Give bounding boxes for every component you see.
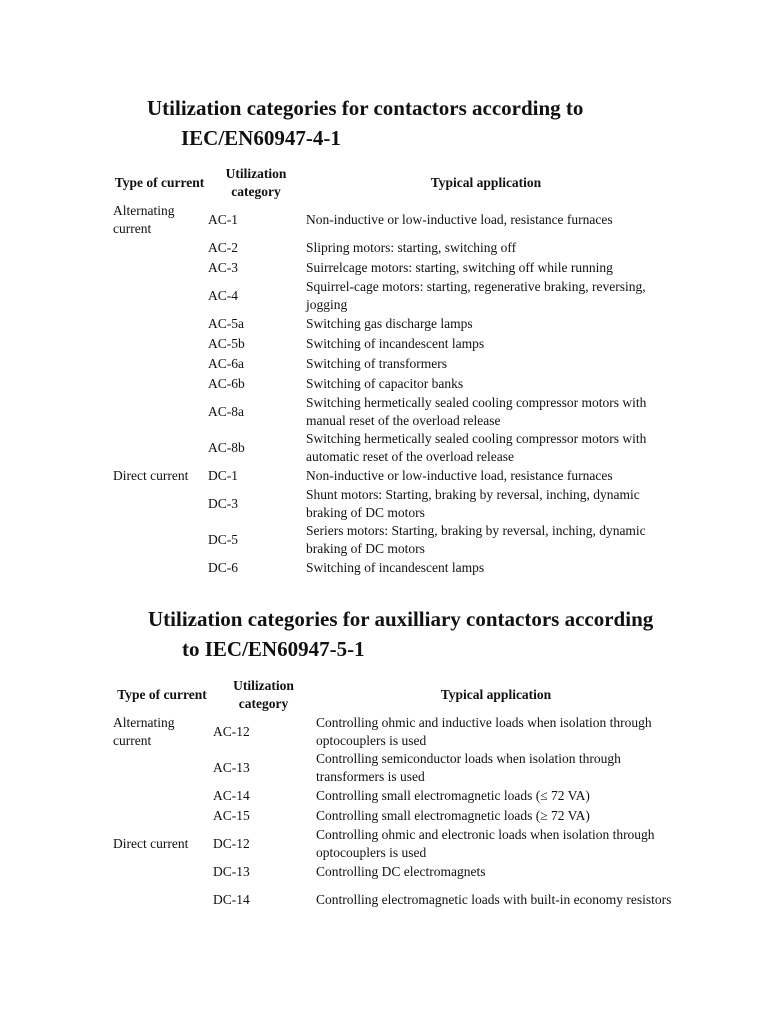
cell-application: Suirrelcage motors: starting, switching off while running: [306, 260, 613, 275]
cell-type: [113, 750, 211, 786]
cell-type: [113, 862, 211, 882]
cell-application: Controlling ohmic and inductive loads when isolation through optocouplers is used: [316, 715, 652, 748]
cell-category: DC-5: [208, 532, 238, 547]
cell-category: DC-12: [213, 836, 250, 851]
table-row: [113, 314, 666, 334]
cell-category: AC-14: [213, 788, 250, 803]
cell-category: AC-8a: [208, 404, 244, 419]
cell-category: AC-6a: [208, 356, 244, 371]
cell-category: AC-15: [213, 808, 250, 823]
table-row: [113, 522, 666, 558]
cell-type: [113, 278, 206, 314]
cell-application: Non-inductive or low-inductive load, resistance furnaces: [306, 468, 613, 483]
table-row: [113, 786, 676, 806]
table-row: [113, 714, 676, 750]
table-row: [113, 466, 666, 486]
cell-application: Shunt motors: Starting, braking by reversal, inching, dynamic braking of DC motors: [306, 487, 640, 520]
cell-category: AC-5a: [208, 316, 244, 331]
cell-application: Switching of capacitor banks: [306, 376, 464, 391]
cell-category: DC-6: [208, 560, 238, 575]
cell-type: [113, 486, 206, 522]
table-row: [113, 558, 666, 578]
header-utilization-category: Utilization category: [233, 678, 294, 711]
table-row: [113, 238, 666, 258]
cell-type: [113, 430, 206, 466]
cell-application: Controlling small electromagnetic loads (≤ 72 VA): [316, 788, 590, 803]
section-heading-contactors: Utilization categories for contactors according to IEC/EN60947-4-1: [147, 96, 584, 150]
cell-application: Switching hermetically sealed cooling compressor motors with manual reset of the overload release: [306, 395, 647, 428]
cell-category: AC-1: [208, 212, 238, 227]
table-row: [113, 486, 666, 522]
cell-type: Alternating current: [113, 203, 175, 236]
header-typical-application: Typical application: [440, 687, 552, 702]
table-row: [113, 278, 666, 314]
cell-application: Slipring motors: starting, switching off: [306, 240, 517, 255]
cell-application: Switching of incandescent lamps: [306, 560, 485, 575]
header-type-of-current: Type of current: [117, 687, 207, 702]
table-row: [113, 374, 666, 394]
header-utilization-category: Utilization category: [225, 166, 287, 199]
cell-application: Switching of incandescent lamps: [306, 336, 485, 351]
cell-category: DC-13: [213, 864, 250, 879]
cell-type: [113, 334, 206, 354]
cell-application: Switching of transformers: [306, 356, 447, 371]
table-header-row: [113, 676, 676, 714]
cell-category: DC-1: [208, 468, 238, 483]
cell-application: Controlling semiconductor loads when isolation through transformers is used: [316, 751, 621, 784]
table-row: [113, 394, 666, 430]
table-row: [113, 430, 666, 466]
cell-type: Direct current: [113, 836, 189, 851]
cell-type: [113, 558, 206, 578]
auxiliary-contactor-categories-table: [113, 676, 676, 918]
table-row: [113, 826, 676, 862]
cell-category: AC-3: [208, 260, 238, 275]
cell-application: Controlling DC electromagnets: [316, 864, 486, 879]
cell-type: Direct current: [113, 468, 189, 483]
cell-application: Controlling electromagnetic loads with built-in economy resistors: [316, 892, 672, 907]
header-typical-application: Typical application: [430, 175, 542, 190]
cell-application: Controlling ohmic and electronic loads when isolation through optocouplers is used: [316, 827, 655, 860]
cell-application: Seriers motors: Starting, braking by reversal, inching, dynamic braking of DC motors: [306, 523, 646, 556]
table-row: [113, 202, 666, 238]
cell-category: DC-14: [213, 892, 250, 907]
cell-type: [113, 258, 206, 278]
cell-application: Non-inductive or low-inductive load, resistance furnaces: [306, 212, 613, 227]
cell-category: AC-2: [208, 240, 238, 255]
cell-category: AC-6b: [208, 376, 245, 391]
table-row: [113, 862, 676, 882]
cell-type: [113, 314, 206, 334]
cell-type: [113, 786, 211, 806]
table-row: [113, 750, 676, 786]
cell-type: [113, 522, 206, 558]
table-row: [113, 882, 676, 918]
cell-category: AC-4: [208, 288, 238, 303]
header-type-of-current: Type of current: [114, 175, 205, 190]
cell-type: [113, 238, 206, 258]
cell-category: AC-13: [213, 760, 250, 775]
cell-type: Alternating current: [113, 715, 175, 748]
table-row: [113, 354, 666, 374]
cell-type: [113, 354, 206, 374]
cell-application: Switching gas discharge lamps: [306, 316, 473, 331]
table-row: [113, 258, 666, 278]
cell-application: Squirrel-cage motors: starting, regenerative braking, reversing, jogging: [306, 279, 646, 312]
table-header-row: [113, 164, 666, 202]
contactor-categories-table: [113, 164, 666, 578]
cell-type: [113, 374, 206, 394]
cell-category: AC-12: [213, 724, 250, 739]
cell-category: AC-8b: [208, 440, 245, 455]
cell-type: [113, 806, 211, 826]
cell-type: [113, 394, 206, 430]
cell-application: Switching hermetically sealed cooling compressor motors with automatic reset of the overload release: [306, 431, 647, 464]
cell-category: DC-3: [208, 496, 238, 511]
cell-application: Controlling small electromagnetic loads (≥ 72 VA): [316, 808, 590, 823]
section-heading-auxiliary-contactors: Utilization categories for auxilliary contactors according to IEC/EN60947-5-1: [148, 607, 654, 661]
cell-type: [113, 882, 211, 918]
cell-category: AC-5b: [208, 336, 245, 351]
table-row: [113, 334, 666, 354]
table-row: [113, 806, 676, 826]
